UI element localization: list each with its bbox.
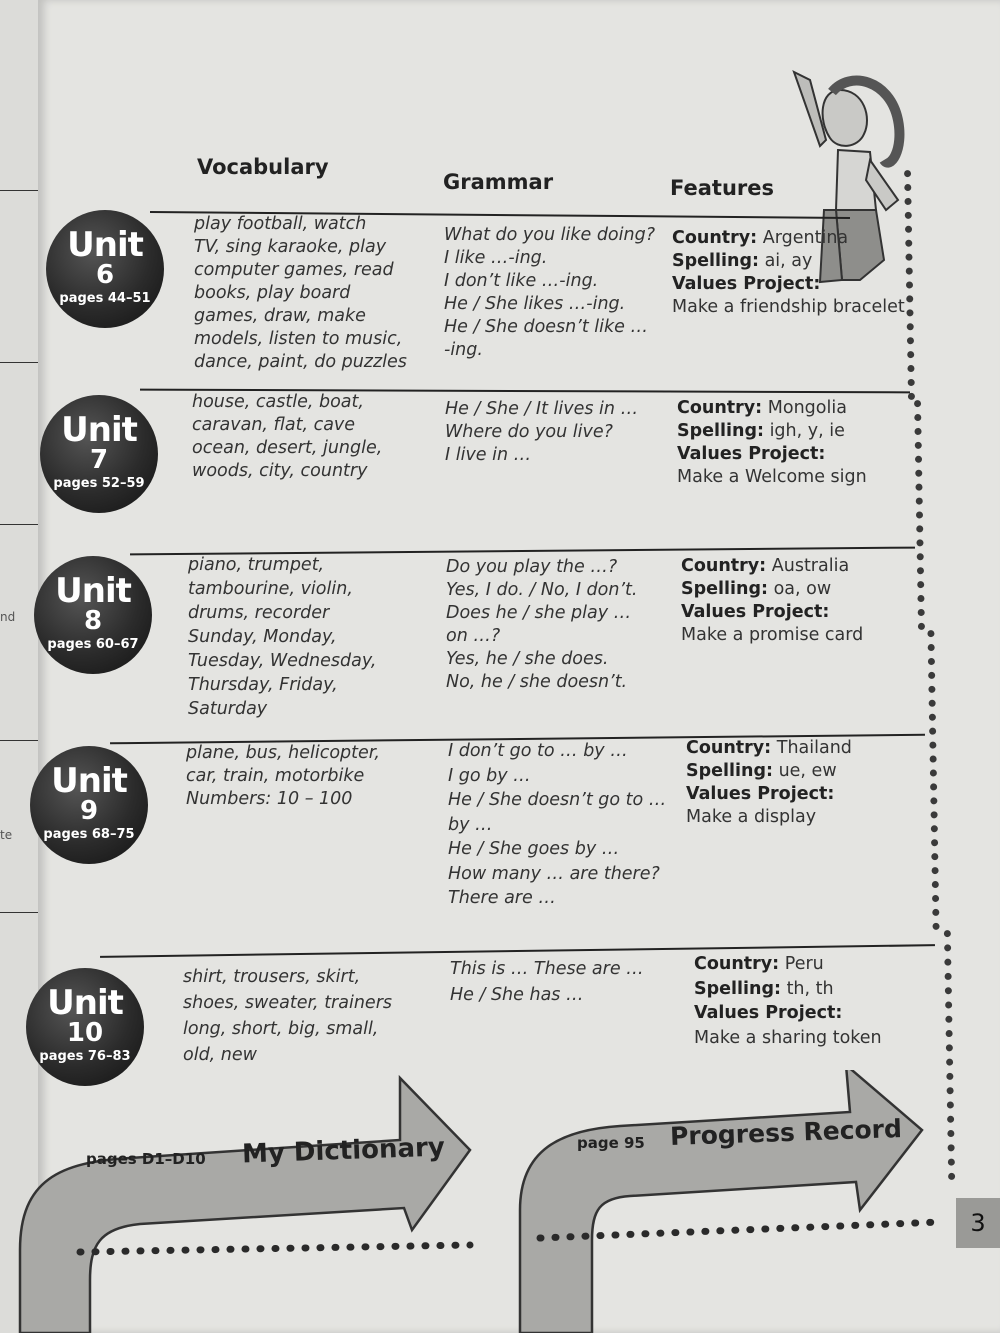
spelling-label: Spelling: [681,579,768,599]
vocabulary-line: Numbers: 10 – 100 [186,789,353,809]
vocabulary-line: Thursday, Friday, [188,675,338,695]
spelling-value: ai, ay [764,251,813,271]
unit-label: Unit [47,983,123,1023]
unit-pages: pages 76–83 [39,1049,131,1064]
grammar-line: I don’t like …-ing. [444,271,599,291]
grammar-line: This is … These are … [450,959,644,979]
grammar-line: Yes, he / she does. [446,649,609,669]
vocabulary-line: tambourine, violin, [188,579,353,599]
spelling-label: Spelling: [672,251,759,271]
grammar-header: Grammar [443,170,554,194]
values-project-value: Make a friendship bracelet [672,297,905,317]
grammar-line: He / She doesn’t like … [444,317,648,337]
page-number: 3 [956,1198,1000,1248]
grammar-line: He / She / It lives in … [445,399,639,419]
grammar-line: -ing. [444,340,483,360]
vocabulary-line: drums, recorder [188,603,330,623]
grammar-line: He / She has … [450,985,584,1005]
unit-badge-9[interactable] [30,746,148,864]
unit-9-vocabulary [186,742,380,811]
grammar-line: I like …-ing. [444,248,548,268]
vocabulary-line: dance, paint, do puzzles [194,352,407,372]
vocabulary-line: Saturday [188,699,268,719]
vocabulary-line: TV, sing karaoke, play [194,237,387,257]
values-project-label: Values Project: [681,602,830,622]
unit-6-vocabulary [194,213,407,374]
values-project-value: Make a sharing token [694,1027,882,1048]
values-project-value: Make a display [686,807,817,827]
vocabulary-line: plane, bus, helicopter, [186,743,380,763]
unit-number: 8 [83,606,103,636]
unit-8-features [681,555,863,647]
grammar-line: Where do you live? [445,422,613,442]
features-header: Features [670,176,774,200]
vocabulary-line: piano, trumpet, [188,555,325,575]
grammar-line: Do you play the …? [446,557,618,577]
country-value: Argentina [762,228,849,248]
vocabulary-line: books, play board [194,283,351,303]
unit-7-vocabulary [192,391,382,483]
grammar-line: What do you like doing? [444,225,655,245]
vocabulary-line: games, draw, make [194,306,366,326]
grammar-line: How many … are there? [448,863,660,884]
unit-label: Unit [67,225,143,265]
country-label: Country: [686,738,772,758]
country-label: Country: [672,228,758,248]
unit-9-grammar [448,739,666,911]
values-project-label: Values Project: [686,784,835,804]
values-project-label: Values Project: [672,274,821,294]
unit-pages: pages 68–75 [43,827,135,842]
dictionary-link[interactable]: My Dictionary [241,1132,446,1170]
unit-badge-10[interactable] [26,968,144,1086]
vocabulary-line: old, new [183,1045,257,1065]
grammar-line: I go by … [448,765,531,786]
vocabulary-line: shirt, trousers, skirt, [183,967,361,987]
unit-10-vocabulary [183,964,392,1068]
vocabulary-line: long, short, big, small, [183,1019,379,1039]
prev-page-fragment: nd [0,610,16,624]
country-label: Country: [681,556,767,576]
spelling-label: Spelling: [694,978,781,999]
grammar-line: Yes, I do. / No, I don’t. [446,580,638,600]
vocabulary-line: Sunday, Monday, [188,627,337,647]
unit-10-grammar [450,956,644,1008]
unit-6-grammar [444,224,655,362]
country-label: Country: [694,954,780,974]
spelling-label: Spelling: [686,761,773,781]
unit-number: 9 [79,796,99,826]
unit-number: 6 [95,260,115,290]
grammar-line: There are … [448,888,556,908]
values-project-value: Make a promise card [681,625,864,645]
unit-7-grammar [445,398,638,467]
vocabulary-line: play football, watch [194,214,367,234]
prev-page-rule [0,190,38,191]
grammar-line: I live in … [445,445,532,465]
values-project-label: Values Project: [694,1003,843,1023]
unit-badge-7[interactable] [40,395,158,513]
country-value: Thailand [776,738,852,758]
vocabulary-line: house, castle, boat, [192,392,364,412]
unit-badge-6[interactable] [46,210,164,328]
prev-page-rule [0,912,38,913]
vocabulary-line: caravan, flat, cave [192,415,356,435]
unit-7-features [677,397,867,489]
grammar-line: I don’t go to … by … [448,741,628,761]
dictionary-pages: pages D1–D10 [86,1150,206,1168]
vocabulary-line: shoes, sweater, trainers [183,993,393,1013]
grammar-line: No, he / she doesn’t. [446,672,628,692]
unit-label: Unit [55,571,131,611]
unit-badge-8[interactable] [34,556,152,674]
vocabulary-line: woods, city, country [192,461,368,481]
vocabulary-line: ocean, desert, jungle, [192,438,383,458]
prev-page-rule [0,524,38,525]
country-value: Peru [784,954,824,974]
country-value: Australia [771,556,850,576]
unit-6-features [672,227,905,319]
grammar-line: He / She doesn’t go to … [448,790,667,810]
vocabulary-header: Vocabulary [197,155,329,179]
grammar-line: Does he / she play … [446,603,632,623]
unit-number: 10 [66,1018,104,1048]
unit-label: Unit [61,410,137,450]
unit-8-vocabulary [188,553,376,721]
vocabulary-line: models, listen to music, [194,329,403,349]
spelling-label: Spelling: [677,421,764,441]
prev-page-rule [0,362,38,363]
country-label: Country: [677,398,763,418]
progress-pages: page 95 [577,1134,645,1152]
unit-9-features [686,737,852,829]
spelling-value: th, th [786,978,834,999]
grammar-line: He / She goes by … [448,839,620,859]
unit-number: 7 [89,445,109,475]
vocabulary-line: Tuesday, Wednesday, [188,651,377,671]
vocabulary-line: computer games, read [194,260,394,280]
values-project-label: Values Project: [677,444,826,464]
progress-record-link[interactable]: Progress Record [669,1113,903,1152]
unit-8-grammar [446,556,637,694]
prev-page-rule [0,740,38,741]
values-project-value: Make a Welcome sign [677,467,867,487]
grammar-line: by … [448,814,493,835]
grammar-line: on …? [446,626,501,646]
unit-pages: pages 44–51 [59,291,151,306]
bottom-arrows [0,1070,1000,1333]
grammar-line: He / She likes …-ing. [444,294,626,314]
prev-page-fragment: te [0,828,13,842]
vocabulary-line: car, train, motorbike [186,766,365,786]
spelling-value: ue, ew [778,761,837,781]
unit-label: Unit [51,761,127,801]
spelling-value: igh, y, ie [769,421,845,441]
unit-pages: pages 60–67 [47,637,139,652]
country-value: Mongolia [767,398,847,418]
unit-pages: pages 52–59 [53,476,145,491]
spelling-value: oa, ow [773,579,832,599]
unit-10-features [694,952,882,1050]
